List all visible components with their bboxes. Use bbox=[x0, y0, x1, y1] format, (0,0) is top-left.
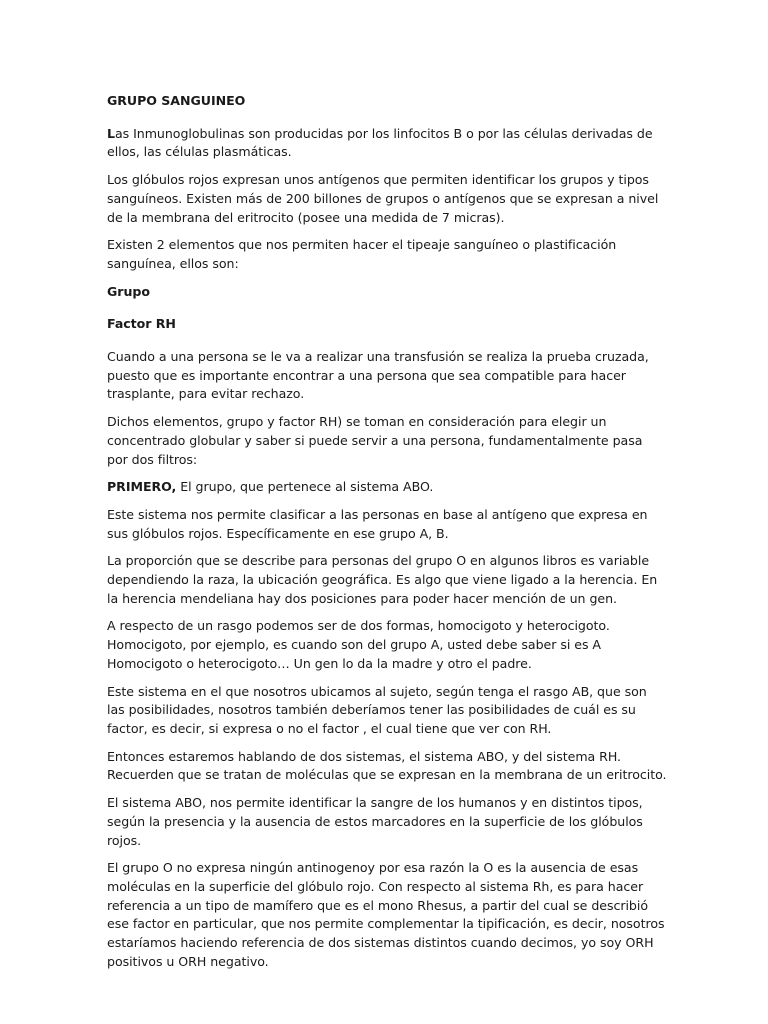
paragraph-sistema-abo: El sistema ABO, nos permite identificar la sangre de los humanos y en distintos tipos, según la presencia y la ausencia de estos marcadores en la superficie de los glóbulos rojos. bbox=[107, 795, 643, 848]
drop-cap-letter: L bbox=[107, 125, 115, 141]
paragraph-transfusion: Cuando a una persona se le va a realizar una transfusión se realiza la prueba cruzada, puesto que es importante encontrar a una persona que sea compatible para hacer trasplante, para evitar rechazo. bbox=[107, 349, 649, 402]
document-title: GRUPO SANGUINEO bbox=[107, 93, 246, 108]
paragraph-dos-sistemas: Entonces estaremos hablando de dos sistemas, el sistema ABO, y del sistema RH. Recuerden que se tratan de moléculas que se expresan en la membrana de un eritrocito. bbox=[107, 748, 667, 783]
paragraph-primero bbox=[107, 478, 667, 497]
paragraph-filtros: Dichos elementos, grupo y factor RH) se toman en consideración para elegir un concentrado globular y saber si puede servir a una persona, fundamentalmente pasa por dos filtros: bbox=[107, 414, 643, 467]
paragraph-text: as Inmunoglobulinas son producidas por los linfocitos B o por las células derivadas de ellos, las células plasmáticas. bbox=[107, 125, 653, 160]
primero-label: PRIMERO, bbox=[107, 479, 177, 495]
document-page bbox=[107, 92, 667, 980]
paragraph-sistema-sujeto: Este sistema en el que nosotros ubicamos al sujeto, según tenga el rasgo AB, que son las posibilidades, nosotros también deberíamos tener las posibilidades de cuál es su factor, es decir, si expresa o no el factor , el cual tiene que ver con RH. bbox=[107, 683, 647, 736]
paragraph-grupo-o: El grupo O no expresa ningún antinogenoy por esa razón la O es la ausencia de esas moléculas en la superficie del glóbulo rojo. Con respecto al sistema Rh, es para hacer referencia a un tipo de mamífero que es el mono Rhesus, a partir del cual se describió ese factor en particular, que nos permite complementar la tipificación, es decir, nosotros estaríamos haciendo referencia de dos sistemas distintos cuando decimos, yo soy ORH positivos u ORH negativo. bbox=[107, 860, 665, 969]
paragraph-globulos-rojos: Los glóbulos rojos expresan unos antígenos que permiten identificar los grupos y tipos sanguíneos. Existen más de 200 billones de grupos o antígenos que se expresan a nivel de la membrana del eritrocito (posee una medida de 7 micras). bbox=[107, 172, 659, 225]
paragraph-rasgo: A respecto de un rasgo podemos ser de dos formas, homocigoto y heterocigoto. Homocigoto, por ejemplo, es cuando son del grupo A, usted debe saber si es A Homocigoto o heterocigoto… Un gen lo da la madre y otro el padre. bbox=[107, 618, 610, 671]
paragraph-proporcion: La proporción que se describe para personas del grupo O en algunos libros es variable dependiendo la raza, la ubicación geográfica. Es algo que viene ligado a la herencia. En la herencia mendeliana hay dos posiciones para poder hacer mención de un gen. bbox=[107, 553, 658, 606]
heading-grupo: Grupo bbox=[107, 283, 150, 299]
paragraph-text: El grupo, que pertenece al sistema ABO. bbox=[176, 479, 434, 495]
paragraph-elementos: Existen 2 elementos que nos permiten hacer el tipeaje sanguíneo o plastificación sanguínea, ellos son: bbox=[107, 237, 617, 271]
paragraph-inmunoglobulinas bbox=[107, 125, 667, 162]
paragraph-clasificar: Este sistema nos permite clasificar a las personas en base al antígeno que expresa en sus glóbulos rojos. Específicamente en ese grupo A, B. bbox=[107, 506, 648, 541]
heading-factor-rh: Factor RH bbox=[107, 316, 176, 332]
